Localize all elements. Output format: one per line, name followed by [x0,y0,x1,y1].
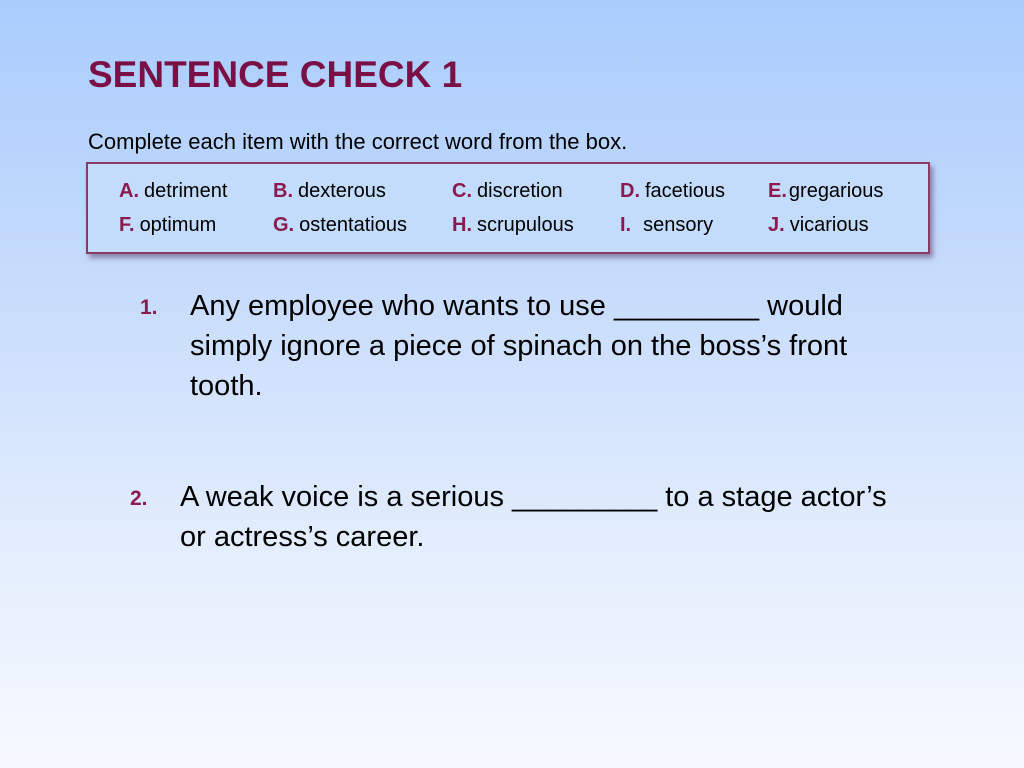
word-option-d [620,180,725,203]
option-word: scrupulous [477,214,574,236]
option-word: detriment [144,180,228,202]
option-word: ostentatious [299,214,407,236]
word-option-i [620,214,713,237]
instruction-text: Complete each item with the correct word from the box. [88,129,628,154]
word-box [86,162,930,254]
item-text: A weak voice is a serious _________ to a stage actor’s or actress’s career. [180,481,887,553]
option-word: vicarious [789,214,869,236]
word-option-e [768,180,883,203]
option-word: facetious [645,180,726,202]
word-option-f [119,214,216,237]
option-letter: G. [273,214,295,236]
option-letter: J. [768,214,785,236]
option-word: dexterous [298,180,386,202]
option-letter: F. [119,214,135,236]
sentence-item-2 [130,477,910,561]
item-text: Any employee who wants to use _________ would simply ignore a piece of spinach on the boss’s front tooth. [190,290,848,402]
sentence-item-1 [140,286,880,410]
page-title: SENTENCE CHECK 1 [88,54,463,95]
option-letter: C. [452,180,472,202]
word-option-a [119,180,227,203]
option-word: gregarious [788,180,884,202]
option-letter: H. [452,214,472,236]
option-letter: B. [273,180,293,202]
option-letter: E. [768,180,787,202]
word-option-c [452,180,563,203]
word-option-j [768,214,869,237]
option-word: optimum [139,214,217,236]
word-option-b [273,180,386,203]
option-word: discretion [477,180,563,202]
option-letter: D. [620,180,640,202]
option-letter: I. [620,214,632,236]
item-number: 2. [130,487,148,510]
word-option-g [273,214,407,237]
option-letter: A. [119,180,139,202]
item-number: 1. [140,296,158,319]
word-option-h [452,214,574,237]
option-word: sensory [643,214,714,236]
